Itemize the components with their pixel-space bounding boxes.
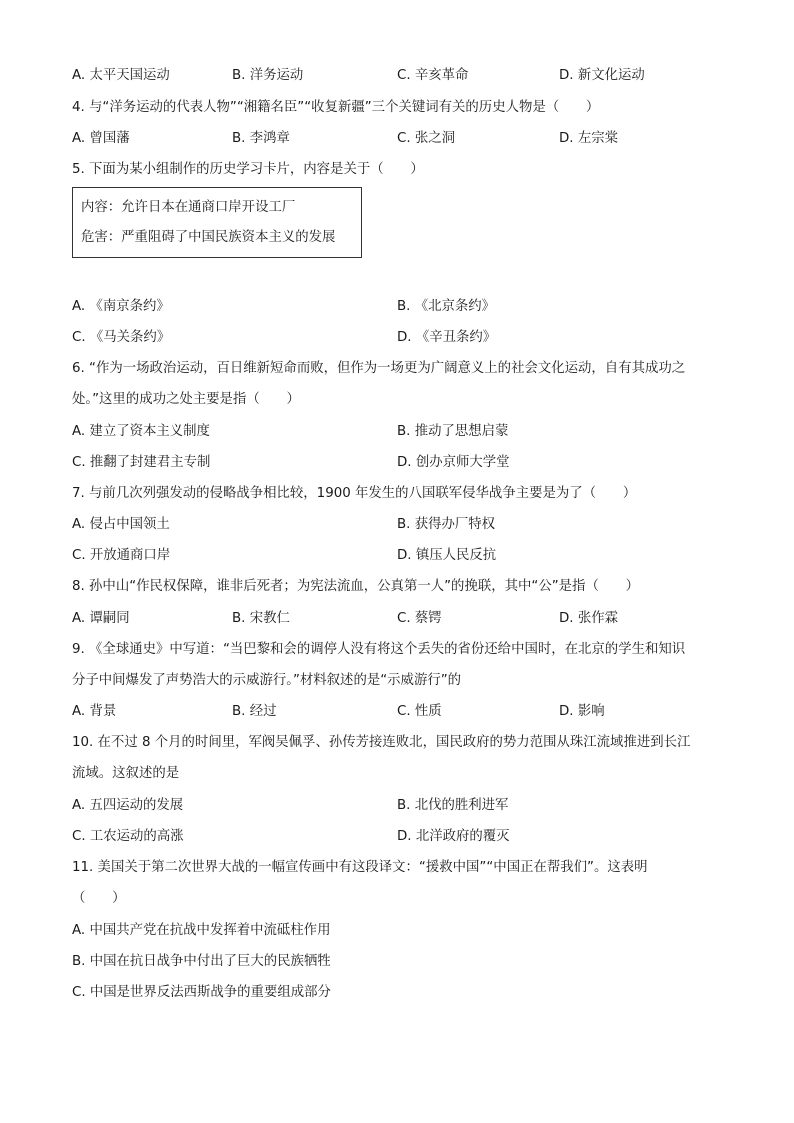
- q5-options-row2: [72, 328, 732, 348]
- option-c: C. 工农运动的高涨: [72, 829, 184, 844]
- option-a: A. 五四运动的发展: [72, 798, 184, 813]
- option-c: C. 性质: [397, 704, 442, 719]
- option-b: B. 经过: [232, 704, 277, 719]
- option-c: C. 张之洞: [397, 131, 456, 146]
- option-b: B. 推动了思想启蒙: [397, 424, 509, 439]
- option-b: B. 北伐的胜利进军: [397, 798, 509, 813]
- q5-options-row1: [72, 297, 732, 317]
- option-c: C. 《马关条约》: [72, 330, 171, 345]
- q4-stem: 4. 与“洋务运动的代表人物”“湘籍名臣”“收复新疆”三个关键词有关的历史人物是（ ）: [72, 100, 600, 115]
- option-a: A. 曾国藩: [72, 131, 130, 146]
- q10-options-row2: [72, 827, 732, 847]
- study-card: [72, 187, 362, 258]
- option-d: D. 《辛丑条约》: [397, 330, 497, 345]
- option-d: D. 北洋政府的覆灭: [397, 829, 510, 844]
- q11-stem-line2: （ ）: [72, 891, 126, 906]
- option-c: C. 蔡锷: [397, 611, 442, 626]
- q4-options: [72, 129, 732, 149]
- option-a: A. 《南京条约》: [72, 299, 170, 314]
- option-b: B. 宋教仁: [232, 611, 290, 626]
- q10-stem-line2: 流域。这叙述的是: [72, 766, 180, 781]
- option-d: D. 左宗棠: [559, 131, 618, 146]
- option-a: A. 侵占中国领土: [72, 517, 170, 532]
- q6-stem-line2: 处。”这里的成功之处主要是指（ ）: [72, 392, 300, 407]
- option-a: A. 建立了资本主义制度: [72, 424, 210, 439]
- option-b: B. 洋务运动: [232, 68, 304, 83]
- q8-stem: 8. 孙中山“作民权保障，谁非后死者；为宪法流血，公真第一人”的挽联，其中“公”是指（ ）: [72, 579, 640, 594]
- option-c: C. 推翻了封建君主专制: [72, 455, 211, 470]
- q6-options-row2: [72, 453, 732, 473]
- option-d: D. 新文化运动: [559, 68, 645, 83]
- option-d: D. 影响: [559, 704, 605, 719]
- option-c: C. 辛亥革命: [397, 68, 469, 83]
- card-content-line: 内容：允许日本在通商口岸开设工厂: [81, 200, 296, 215]
- q10-options-row1: [72, 796, 732, 816]
- q6-options-row1: [72, 422, 732, 442]
- option-b: B. 《北京条约》: [397, 299, 496, 314]
- q9-stem-line2: 分子中间爆发了声势浩大的示威游行。”材料叙述的是“示威游行”的: [72, 673, 462, 688]
- option-d: D. 创办京师大学堂: [397, 455, 510, 470]
- option-a: A. 太平天国运动: [72, 68, 170, 83]
- q11-option-c: C. 中国是世界反法西斯战争的重要组成部分: [72, 985, 331, 1000]
- q11-stem-line1: 11. 美国关于第二次世界大战的一幅宣传画中有这段译文：“援救中国”“中国正在帮我们”。这表明: [72, 860, 648, 875]
- option-a: A. 谭嗣同: [72, 611, 130, 626]
- q8-options: [72, 609, 732, 629]
- option-d: D. 张作霖: [559, 611, 618, 626]
- option-b: B. 获得办厂特权: [397, 517, 496, 532]
- option-c: C. 开放通商口岸: [72, 548, 171, 563]
- q5-stem: 5. 下面为某小组制作的历史学习卡片，内容是关于（ ）: [72, 162, 424, 177]
- card-harm-line: 危害：严重阻碍了中国民族资本主义的发展: [81, 230, 336, 245]
- q6-stem-line1: 6. “作为一场政治运动，百日维新短命而败，但作为一场更为广阔意义上的社会文化运动，自有其成功之: [72, 361, 686, 376]
- option-a: A. 背景: [72, 704, 117, 719]
- q3-options: [72, 66, 732, 86]
- q7-options-row1: [72, 515, 732, 535]
- q11-option-a: A. 中国共产党在抗战中发挥着中流砥柱作用: [72, 923, 331, 938]
- q11-option-b: B. 中国在抗日战争中付出了巨大的民族牺牲: [72, 954, 331, 969]
- q7-stem: 7. 与前几次列强发动的侵略战争相比较，1900 年发生的八国联军侵华战争主要是为了（ ）: [72, 486, 637, 501]
- q9-options: [72, 702, 732, 722]
- q10-stem-line1: 10. 在不过 8 个月的时间里，军阀吴佩孚、孙传芳接连败北，国民政府的势力范围从珠江流域推进到长江: [72, 735, 691, 750]
- option-d: D. 镇压人民反抗: [397, 548, 497, 563]
- q9-stem-line1: 9. 《全球通史》中写道：“当巴黎和会的调停人没有将这个丢失的省份还给中国时，在北京的学生和知识: [72, 642, 686, 657]
- option-b: B. 李鸿章: [232, 131, 290, 146]
- q7-options-row2: [72, 546, 732, 566]
